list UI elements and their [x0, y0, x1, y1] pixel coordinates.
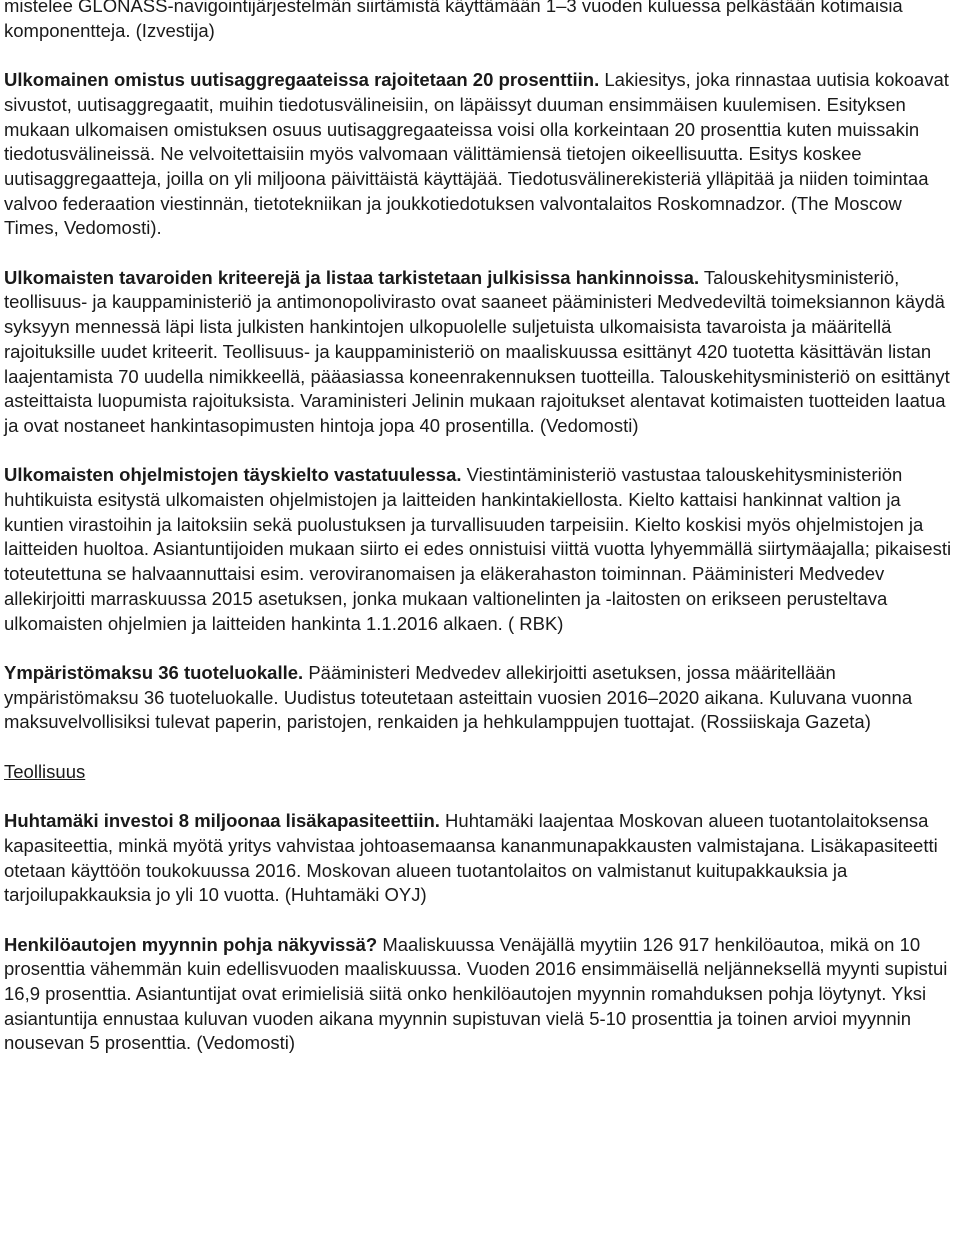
article-headline: Henkilöautojen myynnin pohja näkyvissä? [4, 933, 378, 955]
article-headline: Ulkomainen omistus uutisaggregaateissa rajoitetaan 20 prosenttiin. [4, 69, 600, 91]
article-headline: Huhtamäki investoi 8 miljoonaa lisäkapasiteettiin. [4, 810, 440, 832]
article-software-ban [4, 463, 954, 636]
article-public-procurement-criteria [4, 266, 954, 439]
article-headline: Ympäristömaksu 36 tuoteluokalle. [4, 661, 304, 683]
article-environmental-fee [4, 661, 954, 735]
article-foreign-ownership-aggregators [4, 68, 954, 241]
article-headline: Ulkomaisten ohjelmistojen täyskielto vastatuulessa. [4, 464, 462, 486]
article-body: Pääministeri Medvedev allekirjoitti asetuksen, jossa määritellään ympäristömaksu 36 tuoteluokalle. Uudistus toteutetaan asteittain vuosien 2016–2020 aikana. Kuluvana vuonna maksuvelvollisiksi tulevat paperin, paristojen, renkaiden ja hehkulamppujen tuottajat. (Rossiiskaja Gazeta) [4, 661, 913, 733]
article-car-sales [4, 933, 954, 1057]
intro-paragraph: mistelee GLONASS-navigointijärjestelmän siirtämistä käyttämään 1–3 vuoden kuluessa pelkästään kotimaisia komponentteja. (Izvestija) [4, 0, 903, 41]
article-body: Talouskehitysministeriö, teollisuus- ja kauppaministeriö ja antimonopolivirasto ovat saaneet pääministeri Medvedeviltä toimeksiannon käydä syksyyn mennessä läpi lista julkisten hankintojen ulkopuolelle suljetuista ulkomaisista tavaroista ja määritellä rajoituksille uudet kriteerit. Teollisuus- ja kauppaministeriö on maaliskuussa esittänyt 420 tuotetta käsittävän listan laajentamista 70 uudella nimikkeellä, pääasiassa koneenrakennuksen tuotteilla. Talouskehitysministeriö on esittänyt asteittaista luopumista rajoituksista. Varaministeri Jelinin mukaan rajoitukset alentavat kotimaisten tuotteiden laatua ja ovat nostaneet hankintasopimusten hintoja jopa 40 prosentilla. (Vedomosti) [4, 266, 950, 436]
article-headline: Ulkomaisten tavaroiden kriteerejä ja listaa tarkistetaan julkisissa hankinnoissa. [4, 266, 700, 288]
article-body: Viestintäministeriö vastustaa talouskehitysministeriön huhtikuista esitystä ulkomaisten ohjelmistojen ja laitteiden hankintakiellosta. Kielto kattaisi hankinnat valtion ja kuntien virastoihin ja laitoksiin sekä puolustuksen ja turvallisuuden tarpeisiin. Kielto koskisi myös ohjelmistojen ja laitteiden huoltoa. Asiantuntijoiden mukaan siirto ei edes onnistuisi viittä vuotta lyhyemmällä siirtymäajalla; pikaisesti toteutettuna se halvaannuttaisi esim. veroviranomaisen ja eläkerahaston toiminnan. Pääministeri Medvedev allekirjoitti marraskuussa 2015 asetuksen, jonka mukaan valtionelinten ja -laitosten on erikseen perusteltava ulkomaisten ohjelmien ja laitteiden hankinta 1.1.2016 alkaen. ( RBK) [4, 464, 952, 634]
article-body: Huhtamäki laajentaa Moskovan alueen tuotantolaitoksensa kapasiteettia, minkä myötä yritys vahvistaa johtoasemaansa kananmunapakkausten valmistajana. Lisäkapasiteetti otetaan käyttöön toukokuussa 2016. Moskovan alueen tuotantolaitos on valmistanut kuitupakkauksia ja tarjoilupakkauksia jo yli 10 vuotta. (Huhtamäki OYJ) [4, 810, 938, 906]
article-body: Lakiesitys, joka rinnastaa uutisia kokoavat sivustot, uutisaggregaatit, muihin tiedotusvälineisiin, on läpäissyt duuman ensimmäisen kuulemisen. Esityksen mukaan ulkomaisen omistuksen osuus uutisaggregaateissa voisi olla korkeintaan 20 prosenttia kuten muissakin tiedotusvälineissä. Ne velvoitettaisiin myös valvomaan välittämiensä tietojen oikeellisuutta. Esitys koskee uutisaggregaatteja, joilla on yli miljoona päivittäistä käyttäjää. Tiedotusvälinerekisteriä ylläpitää ja niiden toimintaa valvoo federaation viestinnän, tietotekniikan ja joukkotiedotuksen valvontalaitos Roskomnadzor. (The Moscow Times, Vedomosti). [4, 69, 949, 239]
section-heading-industry: Teollisuus [4, 760, 86, 782]
article-huhtamaki-investment [4, 809, 954, 908]
article-body: Maaliskuussa Venäjällä myytiin 126 917 henkilöautoa, mikä on 10 prosenttia vähemmän kuin edellisvuoden maaliskuussa. Vuoden 2016 ensimmäisellä neljänneksellä myynti supistui 16,9 prosenttia. Asiantuntijat ovat erimielisiä siitä onko henkilöautojen myynnin romahduksen pohja löytynyt. Yksi asiantuntija ennustaa kuluvan vuoden aikana myynnin supistuvan vielä 5-10 prosenttia ja toinen arvioi myynnin nousevan 5 prosenttia. (Vedomosti) [4, 933, 948, 1054]
